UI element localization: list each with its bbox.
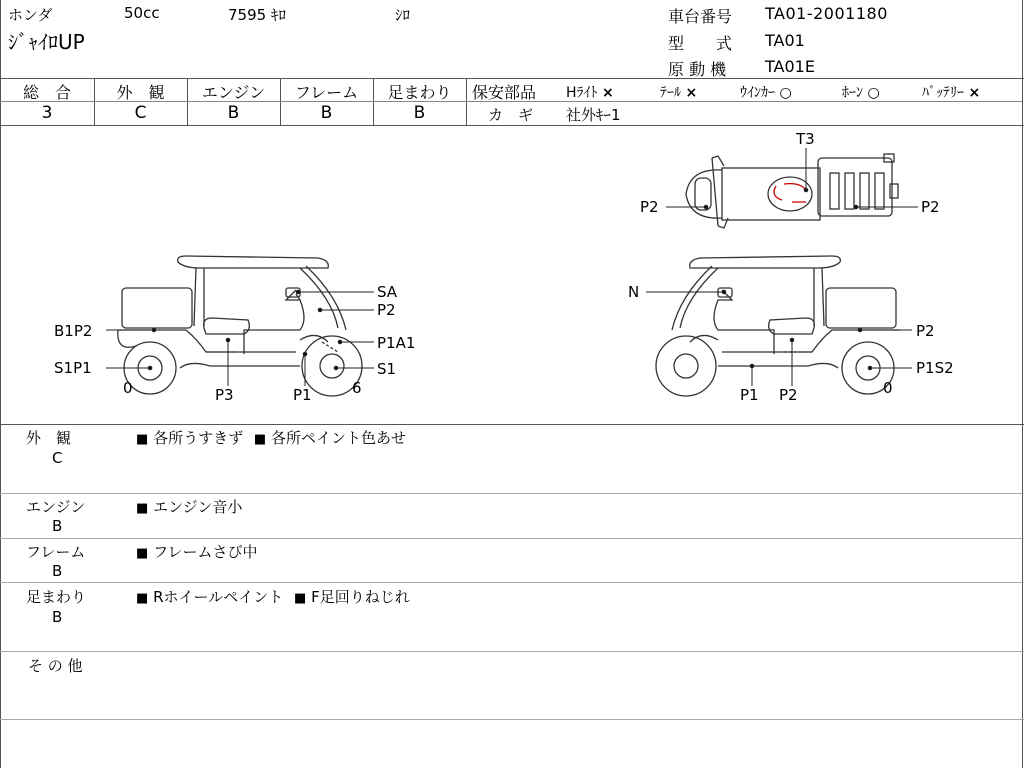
damage-mark: [774, 184, 806, 202]
safety-mark: ×: [601, 85, 614, 101]
safety-mark: ×: [685, 85, 698, 101]
comment-label-other: そ の 他: [28, 657, 83, 675]
label-p3: P3: [215, 386, 234, 404]
frame-no-label: 車台番号: [668, 7, 733, 26]
right-view-scooter: [656, 256, 900, 396]
displacement: 50cc: [124, 4, 160, 22]
note: Rホイールペイント: [153, 588, 284, 606]
bullet: ■: [293, 591, 307, 606]
safety-item-name: Hﾗｲﾄ: [566, 85, 598, 101]
safety-tail: [660, 82, 697, 102]
divider: [0, 538, 1024, 539]
bullet: ■: [136, 591, 149, 606]
label-front-tread: 6: [352, 379, 362, 397]
bullet: ■: [136, 432, 149, 447]
grade-label-suspension: 足まわり: [387, 83, 452, 102]
safety-horn: [842, 82, 880, 102]
safety-item-name: ｳｲﾝｶｰ: [740, 85, 775, 101]
divider: [0, 719, 1024, 720]
label-t3: T3: [796, 130, 815, 148]
right-border: [1022, 0, 1023, 768]
note: 各所ペイント色あせ: [270, 429, 406, 447]
label-n: N: [628, 283, 640, 301]
color: ｼﾛ: [395, 6, 411, 24]
label-rear-tread: 0: [123, 379, 133, 397]
comment-notes-frame: [136, 541, 257, 562]
grade-value-suspension: B: [413, 103, 426, 123]
note: 各所うすきず: [153, 429, 244, 447]
label-right-p1: P1: [740, 386, 759, 404]
divider: [0, 424, 1024, 425]
comment-notes-suspension: [136, 586, 410, 607]
safety-battery: [922, 82, 980, 102]
engine-label: 原 動 機: [668, 60, 727, 79]
key-label: カ ギ: [488, 106, 534, 124]
engine-code: TA01E: [765, 57, 815, 76]
note: フレームさび中: [153, 543, 258, 561]
safety-mark: ○: [867, 85, 880, 101]
comment-grade-suspension: B: [52, 608, 63, 626]
grade-value-engine: B: [227, 103, 240, 123]
label-left-p2: P2: [377, 301, 396, 319]
label-top-p2-left: P2: [640, 198, 659, 216]
safety-item-name: ﾊﾞｯﾃﾘｰ: [922, 85, 964, 101]
label-right-tread: 0: [883, 379, 893, 397]
model-code: TA01: [765, 31, 805, 50]
grade-value-overall: 3: [41, 103, 53, 123]
comment-notes-engine: [136, 496, 242, 517]
comment-notes-exterior: [136, 427, 406, 448]
top-view-scooter: [686, 154, 898, 228]
divider: [0, 582, 1024, 583]
label-top-p2-right: P2: [921, 198, 940, 216]
bullet: ■: [253, 432, 267, 447]
comment-label-engine: エンジン: [26, 498, 86, 516]
comment-grade-exterior: C: [52, 449, 63, 467]
label-b1p2: B1P2: [54, 322, 93, 340]
label-p1a1: P1A1: [377, 334, 416, 352]
grade-label-exterior: 外 観: [116, 83, 165, 102]
left-view-scooter: [118, 256, 362, 396]
safety-mark: ○: [779, 85, 792, 101]
grade-label-frame: フレーム: [294, 83, 359, 102]
comment-label-exterior: 外 観: [26, 429, 72, 447]
note: F足回りねじれ: [311, 588, 410, 606]
bullet: ■: [136, 501, 149, 516]
comment-label-suspension: 足まわり: [26, 588, 87, 606]
label-sa: SA: [377, 283, 398, 301]
damage-diagram: [0, 126, 1022, 423]
safety-label: 保安部品: [472, 83, 537, 102]
grade-value-exterior: C: [134, 103, 147, 123]
comment-label-frame: フレーム: [26, 543, 86, 561]
grade-label-engine: エンジン: [201, 83, 266, 102]
model-label: 型 式: [668, 34, 733, 53]
grade-label-overall: 総 合: [22, 83, 71, 102]
label-s1: S1: [377, 360, 397, 378]
mileage: 7595 ｷﾛ: [228, 6, 286, 24]
label-right-p2b: P2: [779, 386, 798, 404]
divider: [0, 78, 1024, 79]
label-right-p2: P2: [916, 322, 935, 340]
frame-no: TA01-2001180: [765, 4, 888, 23]
label-p1s2: P1S2: [916, 359, 954, 377]
divider: [0, 651, 1024, 652]
comment-grade-engine: B: [52, 517, 63, 535]
comment-grade-frame: B: [52, 562, 63, 580]
note: エンジン音小: [153, 498, 243, 516]
safety-headlight: [566, 82, 614, 102]
divider: [0, 493, 1024, 494]
key-value: 社外ｷｰ1: [566, 106, 621, 124]
maker: ホンダ: [8, 6, 53, 24]
bullet: ■: [136, 546, 149, 561]
safety-item-name: ﾎｰﾝ: [842, 85, 863, 101]
model-name: ｼﾞｬｲﾛUP: [8, 30, 85, 54]
safety-item-name: ﾃｰﾙ: [660, 85, 681, 101]
label-left-p1: P1: [293, 386, 312, 404]
safety-mark: ×: [968, 85, 981, 101]
grade-value-frame: B: [320, 103, 333, 123]
safety-winker: [740, 82, 792, 102]
label-s1p1: S1P1: [54, 359, 92, 377]
